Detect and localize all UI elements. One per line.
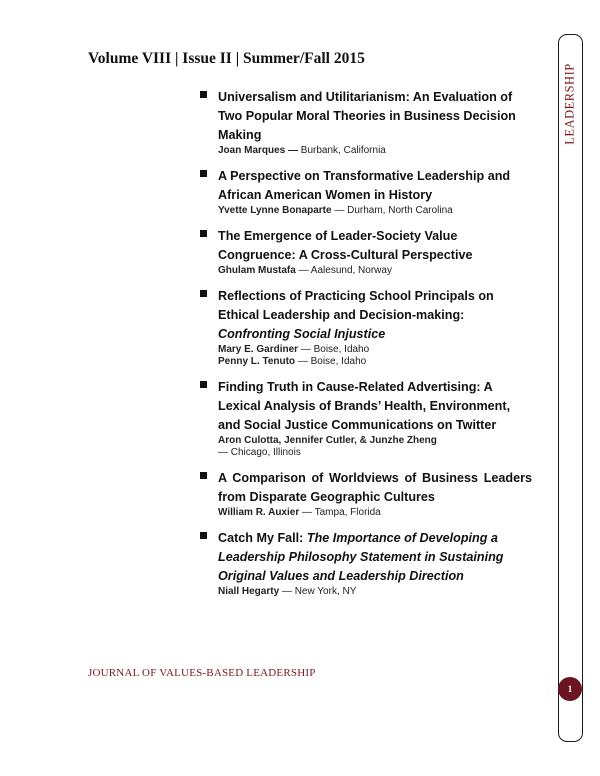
- article-title-text: Reflections of Practicing School Principals on Ethical Leadership and Decision-making:: [218, 289, 494, 322]
- bullet-square-icon: [200, 532, 207, 539]
- article-title-text: Universalism and Utilitarianism: An Evaluation of Two Popular Moral Theories in Business Decision Making: [218, 90, 516, 142]
- author-line: [218, 205, 532, 217]
- article-title-text: Finding Truth in Cause-Related Advertising: A Lexical Analysis of Brands’ Health, Environment, and Social Justice Communications on Twitter: [218, 380, 511, 432]
- toc-entry[interactable]: [200, 378, 532, 459]
- journal-name: JOURNAL OF VALUES-BASED LEADERSHIP: [88, 667, 316, 679]
- article-title: [218, 227, 532, 265]
- article-title: [218, 469, 532, 507]
- author-line: [218, 447, 532, 459]
- author-name: Joan Marques —: [218, 145, 299, 156]
- author-name: Mary E. Gardiner: [218, 344, 299, 355]
- author-line: [218, 344, 532, 356]
- article-title-italic: Confronting Social Injustice: [218, 327, 386, 341]
- toc-entry[interactable]: [200, 167, 532, 217]
- author-location: — Boise, Idaho: [298, 344, 370, 355]
- article-title-text: The Emergence of Leader-Society Value Congruence: A Cross-Cultural Perspective: [218, 229, 473, 262]
- article-title: [218, 287, 532, 344]
- article-title: [218, 378, 532, 435]
- author-name: Aron Culotta, Jennifer Cutler, & Junzhe Zheng: [218, 435, 437, 446]
- author-name: Yvette Lynne Bonaparte: [218, 205, 332, 216]
- author-location: — Chicago, Illinois: [218, 447, 301, 458]
- author-location: Burbank, California: [298, 145, 386, 156]
- article-title-text: A Perspective on Transformative Leadership and African American Women in History: [218, 169, 511, 202]
- author-line: [218, 145, 532, 157]
- author-line: [218, 507, 532, 519]
- article-title-text: Catch My Fall:: [218, 531, 307, 545]
- author-line: [218, 586, 532, 598]
- table-of-contents: [200, 88, 532, 608]
- author-location: — Aalesund, Norway: [295, 265, 392, 276]
- article-title: [218, 167, 532, 205]
- toc-entry[interactable]: [200, 469, 532, 519]
- author-line: [218, 265, 532, 277]
- bullet-square-icon: [200, 290, 207, 297]
- sidebar-label: LEADERSHIP: [562, 63, 577, 145]
- issue-header: Volume VIII | Issue II | Summer/Fall 2015: [88, 50, 365, 67]
- toc-entry[interactable]: [200, 88, 532, 157]
- toc-entry[interactable]: [200, 287, 532, 368]
- article-title: [218, 88, 532, 145]
- bullet-square-icon: [200, 170, 207, 177]
- article-title-text: A Comparison of Worldviews of Business Leaders from Disparate Geographic Cultures: [218, 471, 532, 504]
- author-name: Ghulam Mustafa: [218, 265, 296, 276]
- author-location: — Tampa, Florida: [299, 507, 381, 518]
- article-title-italic: The Importance of Developing a Leadership Philosophy Statement in Sustaining Original Values and Leadership Direction: [218, 531, 504, 583]
- bullet-square-icon: [200, 381, 207, 388]
- author-name: Penny L. Tenuto: [218, 356, 296, 367]
- author-location: — Boise, Idaho: [295, 356, 367, 367]
- toc-entry[interactable]: [200, 227, 532, 277]
- toc-entry[interactable]: [200, 529, 532, 598]
- author-location: — New York, NY: [279, 586, 357, 597]
- author-name: Niall Hegarty: [218, 586, 280, 597]
- article-title: [218, 529, 532, 586]
- journal-footer: [88, 667, 316, 679]
- author-location: — Durham, North Carolina: [331, 205, 453, 216]
- author-line: [218, 435, 532, 447]
- bullet-square-icon: [200, 91, 207, 98]
- bullet-square-icon: [200, 230, 207, 237]
- page-number-badge: 1: [558, 677, 582, 701]
- bullet-square-icon: [200, 472, 207, 479]
- author-line: [218, 356, 532, 368]
- author-name: William R. Auxier: [218, 507, 300, 518]
